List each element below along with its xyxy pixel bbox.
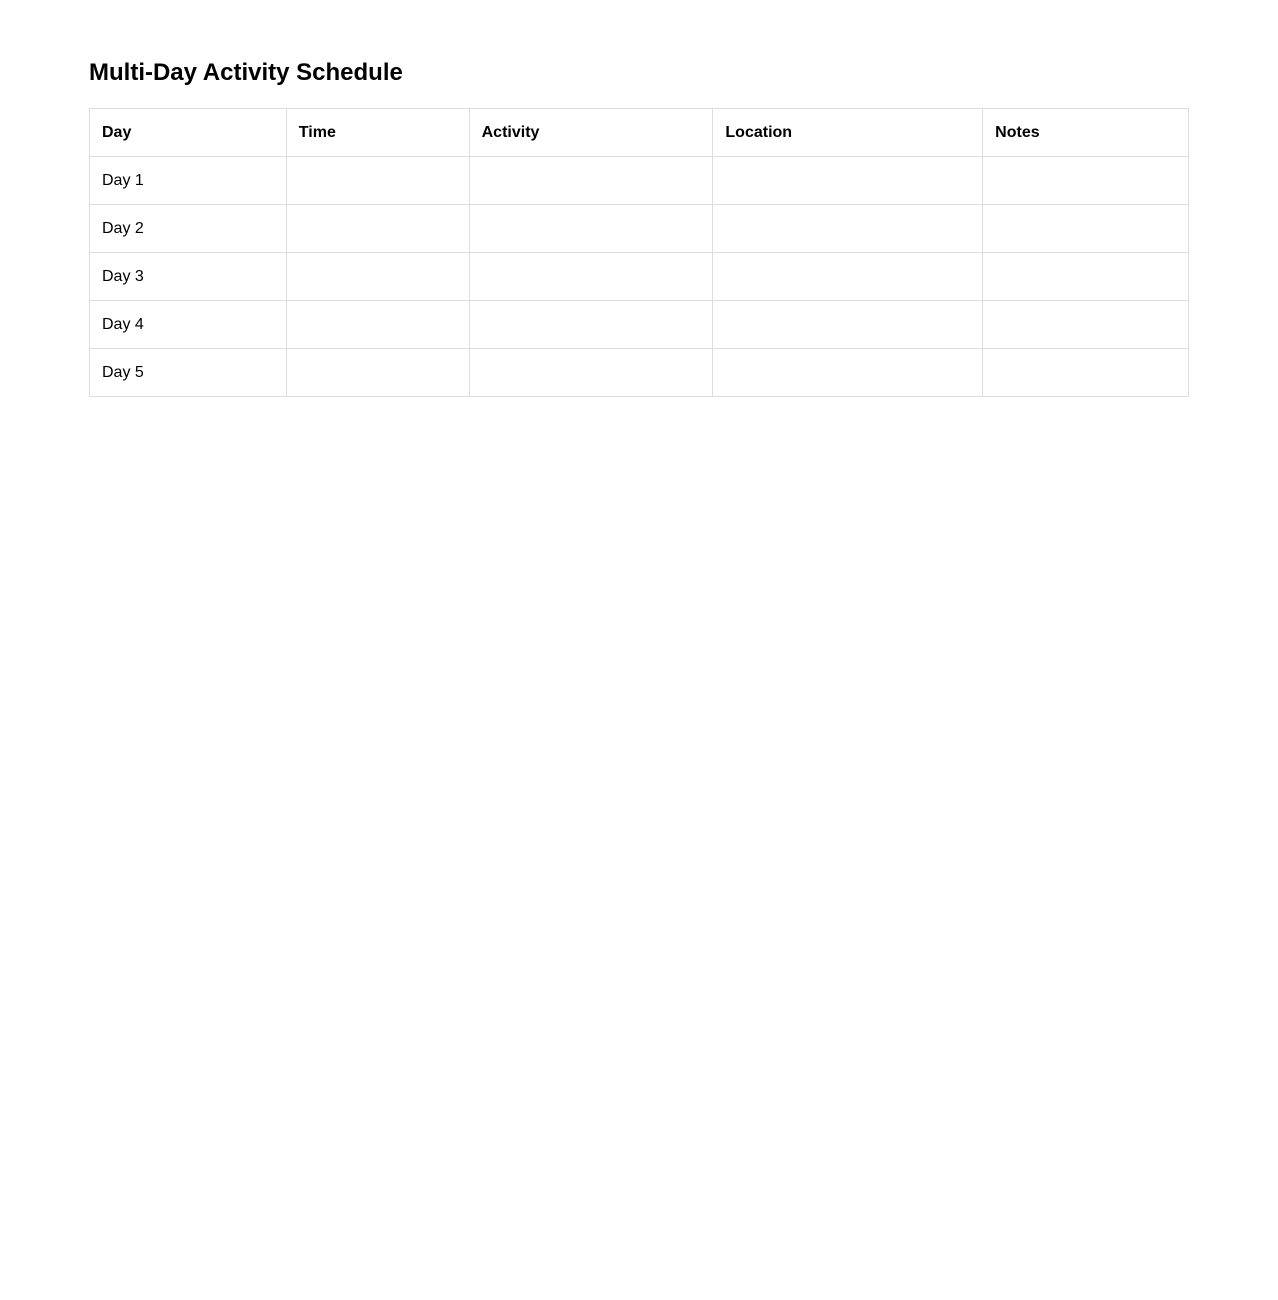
table-row xyxy=(90,349,1189,397)
table-row xyxy=(90,253,1189,301)
cell-day: Day 5 xyxy=(90,349,287,397)
page-title: Multi-Day Activity Schedule xyxy=(89,59,403,86)
cell-time xyxy=(286,349,469,397)
cell-activity xyxy=(469,157,713,205)
cell-time xyxy=(286,205,469,253)
cell-activity xyxy=(469,253,713,301)
table-row xyxy=(90,157,1189,205)
cell-activity xyxy=(469,349,713,397)
table-row xyxy=(90,205,1189,253)
cell-notes xyxy=(983,253,1189,301)
cell-location xyxy=(713,301,983,349)
cell-location xyxy=(713,349,983,397)
cell-notes xyxy=(983,205,1189,253)
cell-location xyxy=(713,157,983,205)
header-row xyxy=(90,109,1189,157)
cell-time xyxy=(286,253,469,301)
cell-day: Day 2 xyxy=(90,205,287,253)
cell-day: Day 1 xyxy=(90,157,287,205)
header-day: Day xyxy=(90,109,287,157)
table-row xyxy=(90,301,1189,349)
cell-time xyxy=(286,301,469,349)
cell-time xyxy=(286,157,469,205)
schedule-table xyxy=(89,108,1189,397)
header-location: Location xyxy=(713,109,983,157)
cell-day: Day 3 xyxy=(90,253,287,301)
cell-activity xyxy=(469,301,713,349)
cell-notes xyxy=(983,157,1189,205)
cell-day: Day 4 xyxy=(90,301,287,349)
cell-notes xyxy=(983,349,1189,397)
cell-activity xyxy=(469,205,713,253)
cell-notes xyxy=(983,301,1189,349)
header-notes: Notes xyxy=(983,109,1189,157)
cell-location xyxy=(713,205,983,253)
header-activity: Activity xyxy=(469,109,713,157)
header-time: Time xyxy=(286,109,469,157)
cell-location xyxy=(713,253,983,301)
